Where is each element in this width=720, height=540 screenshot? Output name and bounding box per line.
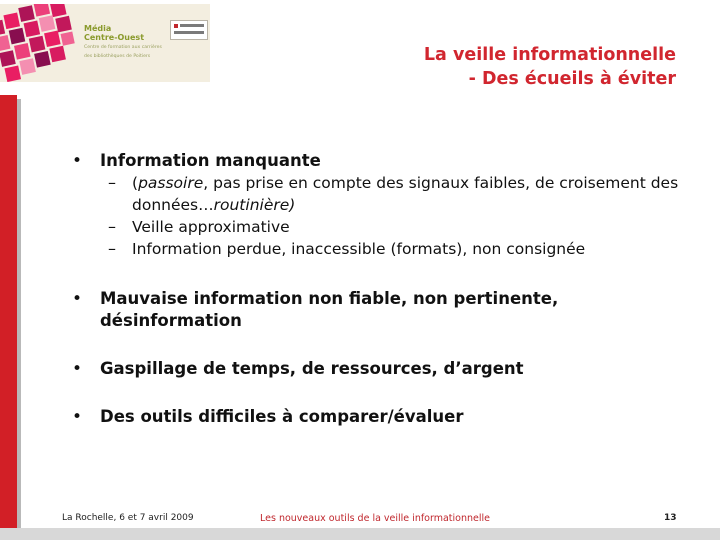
dash-icon: – xyxy=(108,239,116,258)
footer-title: Les nouveaux outils de la veille informationnelle xyxy=(260,513,490,524)
logo-name-line1: Média xyxy=(84,24,112,33)
bullet-list xyxy=(60,150,690,428)
page-number: 13 xyxy=(664,513,677,523)
logo-mosaic-icon xyxy=(0,4,84,82)
bullet-item xyxy=(60,150,690,172)
sub-item-text: Information perdue, inaccessible (formats), non consignée xyxy=(132,240,586,258)
sub-item xyxy=(60,238,690,260)
dash-icon: – xyxy=(108,173,116,192)
bullet-text: Gaspillage de temps, de ressources, d’argent xyxy=(100,359,524,378)
logo xyxy=(0,4,210,82)
sub-item-emphasis: passoire xyxy=(138,174,204,192)
accent-bar xyxy=(0,95,17,528)
logo-sub-line1: Centre de formation aux carrières xyxy=(84,45,162,50)
bullet-text: Des outils difficiles à comparer/évaluer xyxy=(100,407,464,426)
partner-logo-line xyxy=(180,24,204,27)
logo-sub-line2: des bibliothèques de Poitiers xyxy=(84,54,151,59)
bullet-text: Mauvaise information non fiable, non pertinente, désinformation xyxy=(100,289,559,330)
bottom-rule xyxy=(0,528,720,540)
partner-logo-line xyxy=(174,31,204,34)
slide-title-line1: La veille informationnelle xyxy=(423,45,676,65)
bullet-dot-icon: • xyxy=(72,289,83,309)
footer-date-location: La Rochelle, 6 et 7 avril 2009 xyxy=(62,513,194,523)
partner-logo-mark-icon xyxy=(174,24,178,28)
bullet-item xyxy=(60,288,690,332)
sub-item xyxy=(60,172,690,216)
bullet-dot-icon: • xyxy=(72,359,83,379)
sub-item-body: , pas prise en compte des signaux faibles, de croisement des données… xyxy=(132,174,679,214)
dash-icon: – xyxy=(108,217,116,236)
slide-title-line2: - Des écueils à éviter xyxy=(468,69,676,89)
bullet-item xyxy=(60,406,690,428)
sub-item-emphasis: routinière) xyxy=(213,196,296,214)
partner-logo xyxy=(170,20,208,40)
slide-title xyxy=(424,43,676,91)
sub-item-text: Veille approximative xyxy=(132,218,290,236)
bullet-dot-icon: • xyxy=(72,151,83,171)
bullet-item xyxy=(60,358,690,380)
bullet-text: Information manquante xyxy=(100,151,321,170)
sub-item xyxy=(60,216,690,238)
sub-item-prefix: ( xyxy=(132,174,139,192)
accent-bar-shadow xyxy=(17,99,21,528)
sub-item-text xyxy=(132,172,690,216)
bullet-dot-icon: • xyxy=(72,407,83,427)
logo-name-line2: Centre-Ouest xyxy=(84,33,145,42)
logo-text xyxy=(84,24,180,60)
